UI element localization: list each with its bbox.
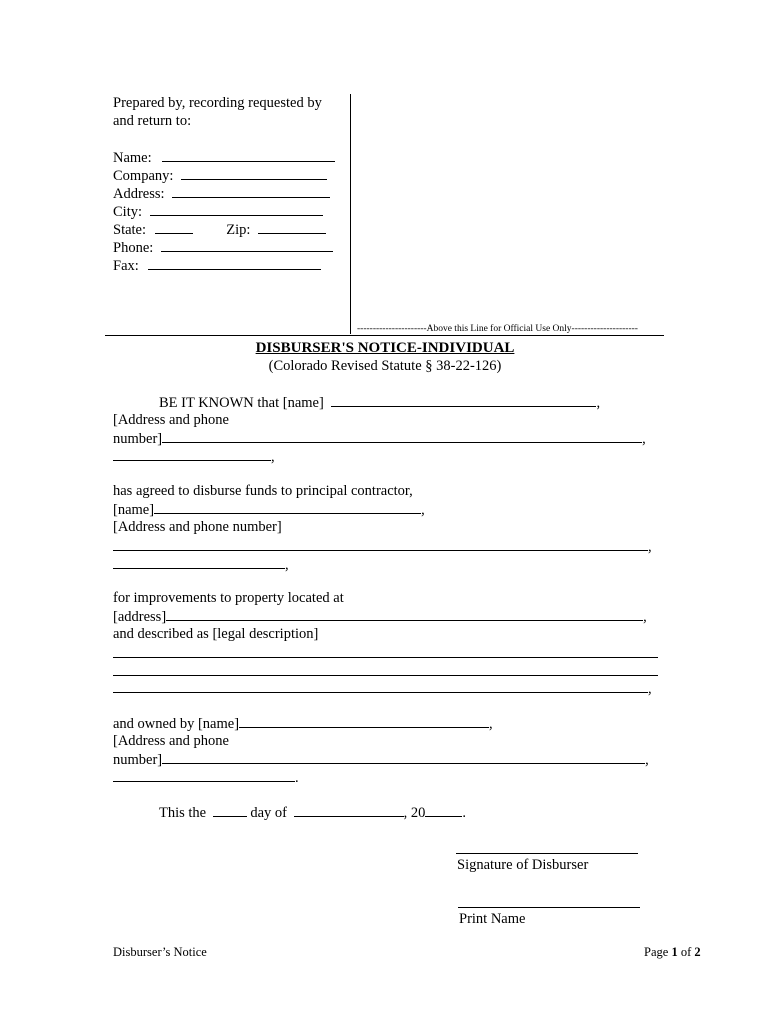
recording-vertical-divider (350, 94, 351, 334)
known-row (159, 393, 600, 412)
state-label: State: (113, 222, 147, 238)
property-address-row (113, 607, 647, 626)
city-field[interactable] (150, 202, 323, 216)
state-field[interactable] (155, 220, 193, 234)
name-field[interactable] (162, 148, 335, 162)
owner-address-cont-row (113, 768, 299, 787)
name-label: Name: (113, 150, 152, 166)
comma: , (645, 752, 649, 768)
official-use-line: ----------------------Above this Line for Official Use Only--------------------- (357, 324, 638, 334)
zip-label: Zip: (226, 222, 251, 238)
page-of: of (677, 945, 695, 959)
city-row (113, 202, 323, 221)
page-total: 2 (694, 945, 701, 959)
contractor-address-cont-field[interactable] (113, 555, 285, 569)
company-field[interactable] (181, 166, 327, 180)
number-label-1: number] (113, 431, 163, 447)
legal-description-line-2[interactable] (113, 675, 658, 676)
address-label: Address: (113, 186, 165, 202)
page-number: 1 (671, 945, 678, 959)
property-address-label: [address] (113, 609, 167, 625)
contractor-address-label: [Address and phone number] (113, 519, 282, 535)
comma: , (648, 681, 652, 697)
year-field[interactable] (425, 803, 462, 817)
company-row (113, 166, 327, 185)
print-name-line[interactable] (458, 907, 640, 908)
owner-address-cont-field[interactable] (113, 768, 295, 782)
number-row-1 (113, 429, 646, 448)
continuation-row-1 (113, 447, 275, 466)
comma: , (596, 395, 601, 411)
phone-label: Phone: (113, 240, 154, 256)
legal-description-line-1[interactable] (113, 657, 658, 658)
number-label-4: number] (113, 752, 163, 768)
contractor-name-row (113, 500, 425, 519)
contractor-address-field[interactable] (113, 537, 648, 551)
owner-name-field[interactable] (239, 714, 489, 728)
fax-field[interactable] (148, 256, 321, 270)
known-label: BE IT KNOWN that [name] (159, 395, 324, 411)
prepared-by-line1: Prepared by, recording requested by (113, 95, 322, 111)
fax-row (113, 256, 321, 275)
document-title-wrap (0, 339, 770, 357)
month-field[interactable] (294, 803, 404, 817)
contractor-address-cont-row (113, 555, 289, 574)
address-field[interactable] (172, 184, 330, 198)
period: . (295, 770, 299, 786)
page-indicator (644, 945, 701, 960)
page-prefix: Page (644, 945, 672, 959)
recording-horizontal-divider (105, 335, 664, 336)
legal-description-line-3[interactable] (113, 679, 648, 693)
comma: , (489, 716, 493, 732)
comma: , (271, 449, 275, 465)
zip-field[interactable] (258, 220, 326, 234)
document-title: DISBURSER'S NOTICE-INDIVIDUAL (255, 340, 515, 356)
improvements-line: for improvements to property located at (113, 590, 344, 606)
comma: , (648, 539, 652, 555)
owner-name-label: and owned by [name] (113, 716, 240, 732)
address-phone-label-1: [Address and phone (113, 412, 229, 428)
print-name-label: Print Name (459, 911, 526, 927)
comma: , (642, 431, 646, 447)
property-address-field[interactable] (166, 607, 643, 621)
number-row-4 (113, 750, 649, 769)
date-20-label: , 20 (403, 805, 426, 821)
name-row (113, 148, 335, 167)
city-label: City: (113, 204, 143, 220)
document-subtitle: (Colorado Revised Statute § 38-22-126) (268, 358, 502, 374)
contractor-name-label: [name] (113, 502, 155, 518)
prepared-by-line2: and return to: (113, 113, 192, 129)
phone-row (113, 238, 333, 257)
described-line: and described as [legal description] (113, 626, 319, 642)
comma: , (421, 502, 425, 518)
contractor-name-field[interactable] (154, 500, 421, 514)
footer-left: Disburser’s Notice (113, 945, 207, 959)
company-label: Company: (113, 168, 174, 184)
owner-address-field[interactable] (162, 750, 645, 764)
date-row (159, 803, 466, 822)
address-row (113, 184, 330, 203)
date-period: . (462, 805, 467, 821)
address-phone-label-4: [Address and phone (113, 733, 229, 749)
agreed-line: has agreed to disburse funds to principal contractor, (113, 483, 413, 499)
disburser-address-field[interactable] (162, 429, 642, 443)
day-field[interactable] (213, 803, 247, 817)
state-zip-row (113, 220, 326, 239)
disburser-signature-line[interactable] (456, 853, 638, 854)
legal-description-row-3 (113, 679, 652, 698)
disburser-name-field[interactable] (331, 393, 596, 407)
fax-label: Fax: (113, 258, 139, 274)
contractor-address-row (113, 537, 652, 556)
date-this-label: This the (159, 805, 207, 821)
disburser-address-cont-field[interactable] (113, 447, 271, 461)
comma: , (643, 609, 647, 625)
owner-name-row (113, 714, 493, 733)
comma: , (285, 557, 289, 573)
phone-field[interactable] (161, 238, 333, 252)
signature-of-disburser-label: Signature of Disburser (457, 857, 589, 873)
date-day-of-label: day of (250, 805, 288, 821)
